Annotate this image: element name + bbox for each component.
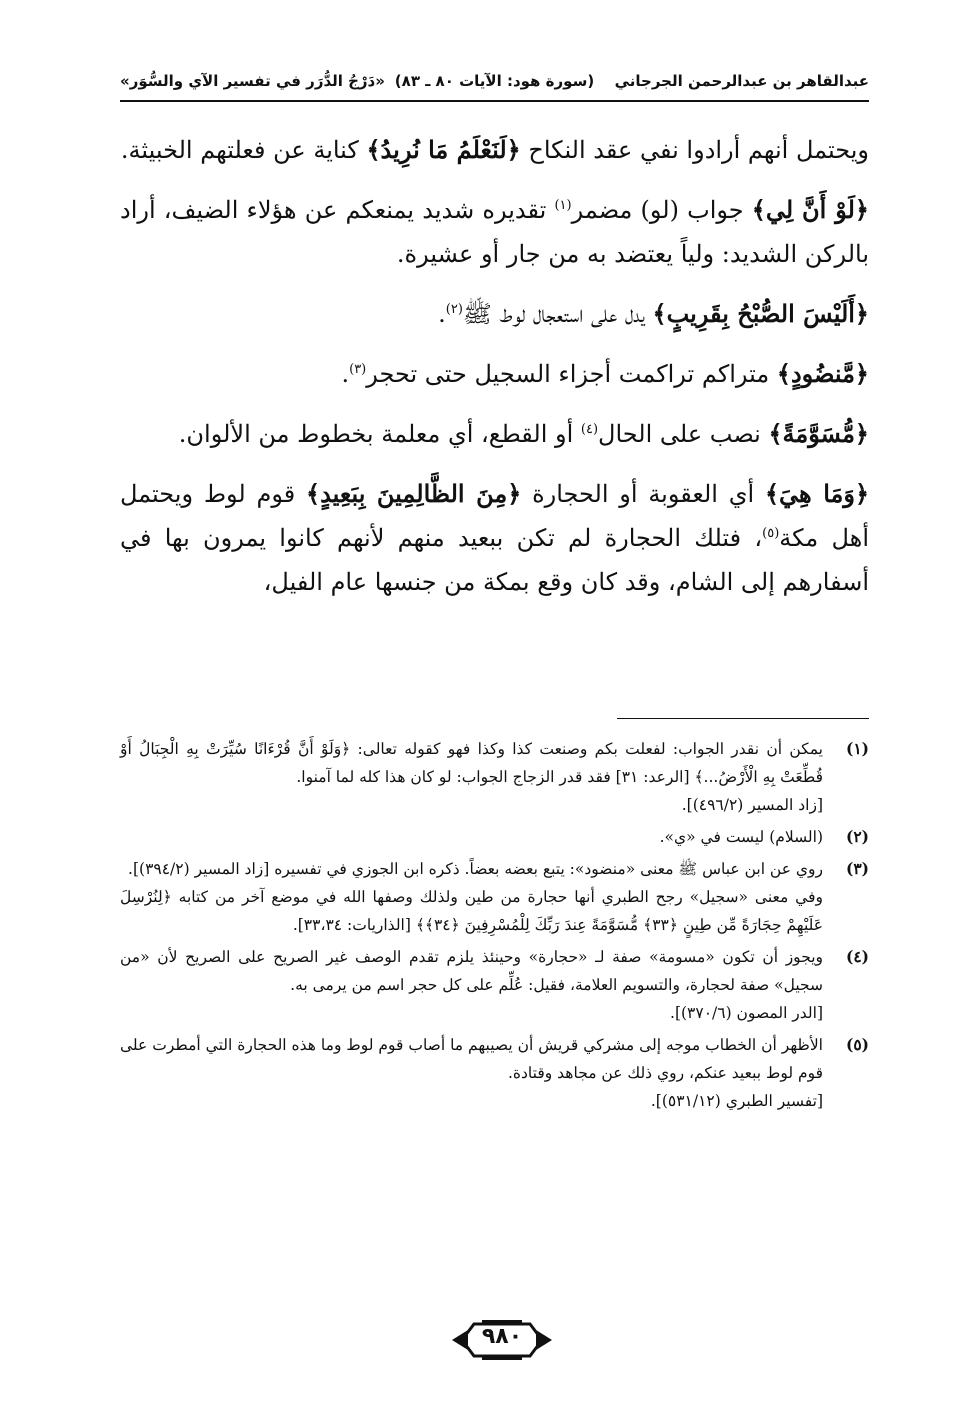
footnote-ref: (٥) bbox=[762, 526, 780, 541]
quran-quote: ﴿وَمَا هِيَ﴾ bbox=[764, 479, 870, 508]
footnote-number: (٢) bbox=[845, 827, 869, 846]
quran-quote: ﴿مَّنضُودٍ﴾ bbox=[776, 359, 869, 388]
quran-quote: ﴿لَوْ أَنَّ لِي﴾ bbox=[751, 195, 869, 224]
quran-quote: ﴿أَلَيْسَ الصُّبْحُ بِقَرِيبٍ﴾ bbox=[652, 299, 869, 328]
footnote-number: (١) bbox=[845, 739, 869, 758]
paragraph: ﴿لَوْ أَنَّ لِي﴾ جواب (لو) مضمر$^{(١)}$ تقديره شديد يمنعكم عن هؤلاء الضيف، أراد بالركن الشديد: ولياً يعتضد به من جار أو عشيرة. bbox=[120, 195, 869, 268]
paragraph: ﴿مُّسَوَّمَةً﴾ نصب على الحال$^{(٤)}$ أو القطع، أي معلمة بخطوط من الألوان. bbox=[178, 419, 869, 448]
paragraph: ﴿مَّنضُودٍ﴾ متراكم تراكمت أجزاء السجيل حتى تحجر$^{(٣)}$. bbox=[341, 359, 869, 388]
footnote: (٤) ويجوز أن تكون «مسومة» صفة لـ «حجارة» وحينئذ يلزم تقدم الوصف غير الصريح على الصريح لأن «من سجيل» صفة لحجارة، والتسويم العلامة، فقيل: عُلِّم على كل حجر اسم من يرمى به. [الدر المصون (٣٧٠/٦)]. bbox=[120, 943, 869, 1027]
footnote-ref: (٣) bbox=[349, 362, 367, 377]
header-divider bbox=[120, 100, 869, 102]
running-header bbox=[120, 66, 869, 100]
page-number-ornament bbox=[448, 1318, 556, 1362]
footnote-number: (٥) bbox=[845, 1035, 869, 1054]
paragraph: ويحتمل أنهم أرادوا نفي عقد النكاح ﴿لَنَعْلَمُ مَا نُرِيدُ﴾ كناية عن فعلتهم الخبيثة. bbox=[120, 135, 869, 164]
footnote-ref: (١) bbox=[554, 198, 572, 213]
header-book-title: «دَرْجُ الدُّرَر في تفسير الآي والسُّوَر» bbox=[120, 72, 385, 90]
quran-quote: ﴿مِنَ الظَّالِمِينَ بِبَعِيدٍ﴾ bbox=[306, 479, 522, 508]
footnote-ref: (٢) bbox=[445, 302, 463, 317]
page-number: ٩٨٠ bbox=[481, 1324, 523, 1349]
header-section: (سورة هود: الآيات ٨٠ ـ ٨٣) bbox=[394, 72, 595, 90]
footnote: (٢) (السلام) ليست في «ي». bbox=[120, 823, 869, 851]
footnote: (١) يمكن أن نقدر الجواب: لفعلت بكم وصنعت كذا وكذا فهو كقوله تعالى: ﴿وَلَوْ أَنَّ قُرْءَانًا سُيِّرَتْ بِهِ الْجِبَالُ أَوْ قُطِّعَتْ بِهِ الْأَرْضُ...﴾ [الرعد: ٣١] فقد قدر الزجاج الجواب: لو كان هذا كله لما آمنوا. [زاد المسير (٤٩٦/٢)]. bbox=[120, 735, 869, 819]
paragraph: ﴿وَمَا هِيَ﴾ أي العقوبة أو الحجارة ﴿مِنَ الظَّالِمِينَ بِبَعِيدٍ﴾ قوم لوط ويحتمل أهل مكة$^{(٥)}$، فتلك الحجارة لم تكن ببعيد منهم لأنهم كانوا يمرون بها في أسفارهم إلى الشام، وقد كان وقع بمكة من جنسها عام الفيل، bbox=[120, 479, 870, 596]
footnote-number: (٣) bbox=[845, 859, 869, 878]
footnote-number: (٤) bbox=[845, 947, 869, 966]
header-author: عبدالقاهر بن عبدالرحمن الجرجاني bbox=[614, 72, 869, 90]
footnote: (٥) الأظهر أن الخطاب موجه إلى مشركي قريش أن يصيبهم ما أصاب قوم لوط وما هذه الحجارة التي أمطرت على قوم لوط ببعيد عنكم، روي ذلك عن مجاهد وقتادة. [تفسير الطبري (٥٣١/١٢)]. bbox=[120, 1031, 869, 1115]
footnote-ref: (٤) bbox=[580, 422, 599, 437]
quran-quote: ﴿لَنَعْلَمُ مَا نُرِيدُ﴾ bbox=[366, 135, 521, 164]
paragraph: ﴿أَلَيْسَ الصُّبْحُ بِقَرِيبٍ﴾ يدل على استعجال لوط ﷺ$^{(٢)}$. bbox=[438, 299, 869, 328]
quran-quote: ﴿مُّسَوَّمَةً﴾ bbox=[768, 419, 869, 448]
footnotes bbox=[120, 735, 869, 1119]
footnote: (٣) روي عن ابن عباس ﷺ معنى «منضود»: يتبع بعضه بعضاً. ذكره ابن الجوزي في تفسيره [زاد المسير (٣٩٤/٢)]. وفي معنى «سجيل» رجح الطبري أنها حجارة من طين ولذلك وصفها الله في موضع آخر من كتابه ﴿لِنُرْسِلَ عَلَيْهِمْ حِجَارَةً مِّن طِينٍ ﴿٣٣﴾ مُّسَوَّمَةً عِندَ رَبِّكَ لِلْمُسْرِفِينَ ﴿٣٤﴾﴾ [الذاريات: ٣٣،٣٤]. bbox=[120, 855, 869, 939]
main-text bbox=[120, 128, 869, 620]
footnote-divider bbox=[617, 718, 869, 719]
